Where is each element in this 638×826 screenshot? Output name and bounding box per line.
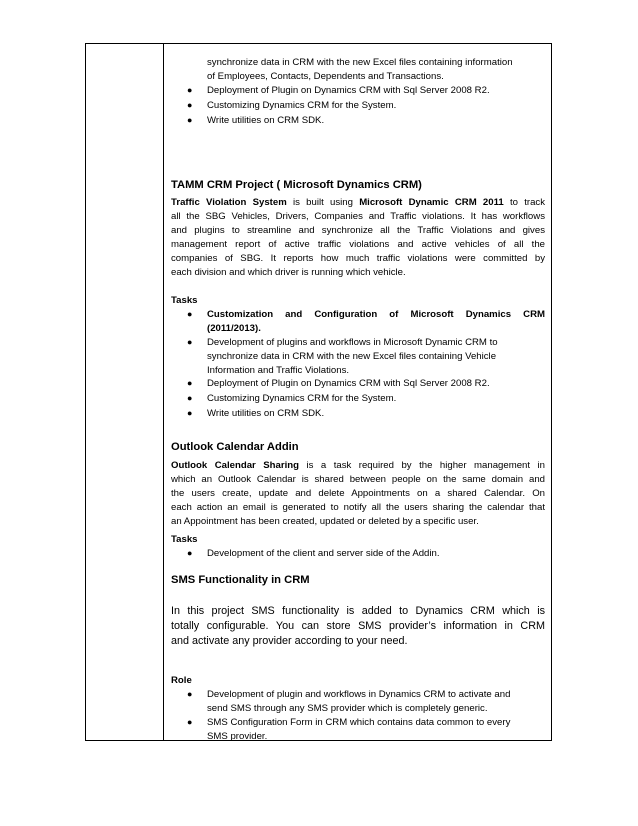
list-item: Customizing Dynamics CRM for the System. (207, 100, 397, 111)
list-item: Customization and Configuration of Microsoft Dynamics CRM (207, 309, 545, 320)
project-name: Outlook Calendar Sharing (171, 460, 299, 471)
list-item-continuation: send SMS through any SMS provider which is completely generic. (207, 703, 488, 714)
list-item-continuation: synchronize data in CRM with the new Excel files containing Vehicle (207, 351, 497, 362)
list-item: Deployment of Plugin on Dynamics CRM with Sql Server 2008 R2. (207, 378, 490, 389)
text-span: to track (503, 197, 546, 208)
column-divider (163, 43, 164, 741)
paragraph-line: each action an email is generated to notify all the users sharing the calendar that (171, 502, 545, 513)
text-line: synchronize data in CRM with the new Excel files containing information (207, 57, 513, 68)
bullet-icon: ● (187, 337, 193, 347)
paragraph-line: In this project SMS functionality is added to Dynamics CRM which is (171, 605, 545, 617)
bullet-icon: ● (187, 378, 193, 388)
list-item: Customizing Dynamics CRM for the System. (207, 393, 397, 404)
technology-name: Microsoft Dynamic CRM 2011 (359, 197, 504, 208)
list-item-continuation: SMS provider. (207, 731, 268, 742)
bullet-icon: ● (187, 408, 193, 418)
paragraph-line: and plugins to streamline and synchronize all the Traffic Violations and gives (171, 225, 545, 236)
list-item: Development of plugin and workflows in Dynamics CRM to activate and (207, 689, 511, 700)
bullet-icon: ● (187, 393, 193, 403)
paragraph-line: an Appointment has been created, updated or deleted by a specific user. (171, 516, 479, 527)
bullet-icon: ● (187, 548, 193, 558)
list-item: SMS Configuration Form in CRM which contains data common to every (207, 717, 511, 728)
role-label: Role (171, 675, 192, 686)
paragraph-line: management report of active traffic violations and active vehicles of all the (171, 239, 545, 250)
paragraph-line (171, 459, 545, 472)
paragraph-line: companies of SBG. It reports how much traffic violations were committed by (171, 253, 545, 264)
list-item: Write utilities on CRM SDK. (207, 408, 325, 419)
bullet-icon: ● (187, 689, 193, 699)
paragraph-line: totally configurable. You can store SMS provider’s information in CRM (171, 620, 545, 632)
section-heading-sms: SMS Functionality in CRM (171, 574, 310, 586)
paragraph-line: and activate any provider according to your need. (171, 635, 408, 647)
paragraph-line: the users create, update and delete Appointments on a shared Calendar. On (171, 488, 545, 499)
section-heading-tamm: TAMM CRM Project ( Microsoft Dynamics CRM) (171, 179, 422, 191)
list-item-continuation: Information and Traffic Violations. (207, 365, 350, 376)
bullet-icon: ● (187, 717, 193, 727)
list-item-continuation: (2011/2013). (207, 323, 261, 334)
bullet-icon: ● (187, 85, 193, 95)
tasks-label: Tasks (171, 295, 198, 306)
paragraph-line: which an Outlook Calendar is shared between people on the same domain and (171, 474, 545, 485)
list-item: Development of the client and server side of the Addin. (207, 548, 440, 559)
bullet-icon: ● (187, 115, 193, 125)
section-heading-outlook: Outlook Calendar Addin (171, 441, 299, 453)
bullet-icon: ● (187, 309, 193, 319)
project-name: Traffic Violation System (171, 197, 287, 208)
tasks-label: Tasks (171, 534, 198, 545)
paragraph-line: each division and which driver is running which vehicle. (171, 267, 406, 278)
paragraph-line: all the SBG Vehicles, Drivers, Companies and Traffic violations. It has workflows (171, 211, 545, 222)
bullet-icon: ● (187, 100, 193, 110)
text-span: is a task required by the higher management in (298, 460, 545, 471)
list-item: Write utilities on CRM SDK. (207, 115, 325, 126)
text-span: is built using (286, 197, 360, 208)
text-line: of Employees, Contacts, Dependents and Transactions. (207, 71, 444, 82)
paragraph-line (171, 196, 545, 209)
list-item: Development of plugins and workflows in Microsoft Dynamic CRM to (207, 337, 498, 348)
list-item: Deployment of Plugin on Dynamics CRM with Sql Server 2008 R2. (207, 85, 490, 96)
